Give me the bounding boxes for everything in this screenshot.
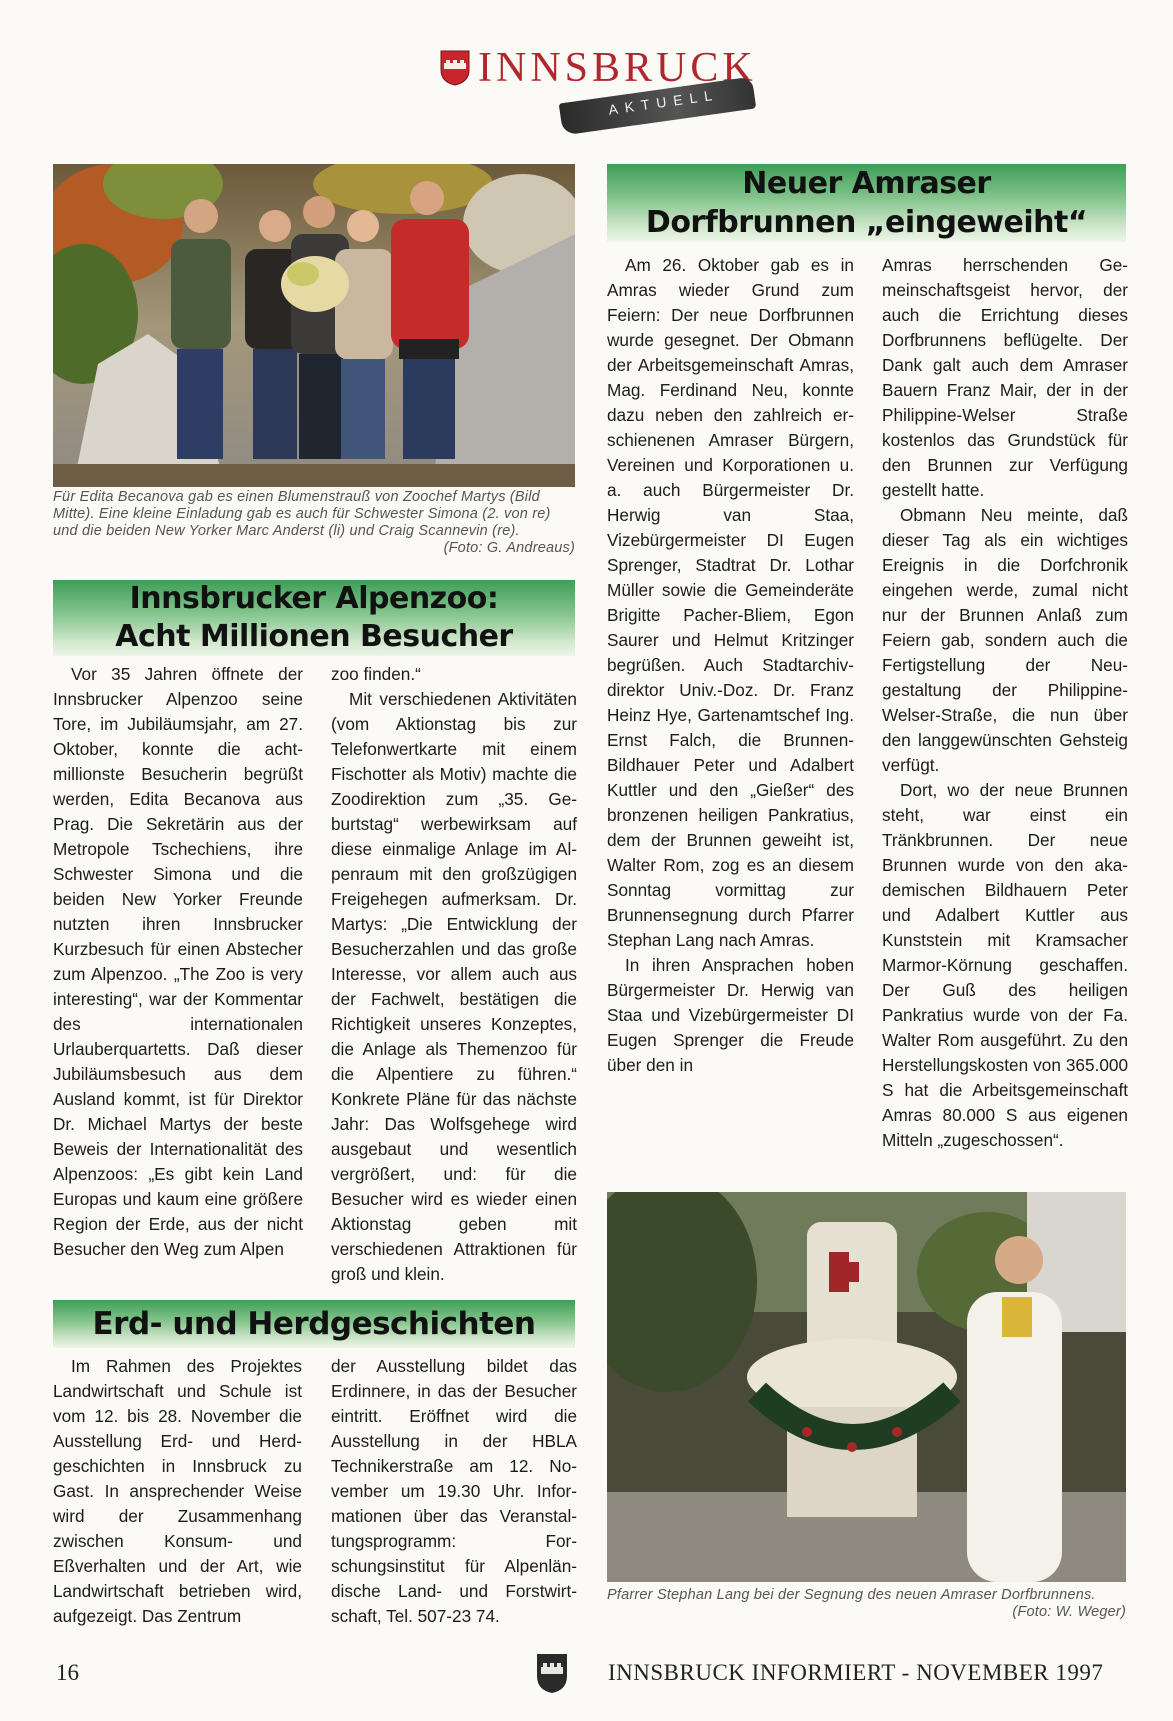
fountain-photo-credit: (Foto: W. Weger): [1012, 1604, 1126, 1620]
erd-headline: Erd- und Herdgeschichten: [92, 1306, 536, 1342]
erd-article-paragraph: der Ausstellung bildet das Erdinnere, in das der Besucher eintritt. Eröffnet wird die Ausstellung in der HBLA Technikerstraße am 12. November um 19.30 Uhr. Informationen über das Veranstaltungsprogramm: Forschungsinstitut für Alpenländische Land- und Forstwirtschaft, Tel. 507-23 74.: [331, 1356, 577, 1626]
brunnen-headline-line1: Neuer Amraser: [742, 166, 991, 201]
brunnen-article-paragraph: Dort, wo der neue Brunnen steht, war einst ein Tränkbrunnen. Der neue Brunnen wurde von den akademischen Bildhauern Peter und Adalbert Kuttler aus Kunststein mit Kramsacher Marmor-Körnung geschaffen. Der Guß des heiligen Pankratius wurde von der Fa. Walter Rom ausgeführt. Zu den Herstellungskosten von 365.000 S hat die Arbeitsgemeinschaft Amras 80.000 S aus eigenen Mitteln „zugeschossen“.: [882, 780, 1128, 1150]
zoo-photo-caption: [53, 489, 575, 557]
fountain-photo-caption: [607, 1587, 1126, 1621]
masthead-title: INNSBRUCK: [478, 45, 757, 91]
zoo-article-paragraph: Mit verschiedenen Aktivitäten (vom Aktionstag bis zur Telefonwertkarte mit einem Fischotter als Motiv) machte die Zoodirektion zum „35. Geburtstag“ werbewirksam auf diese einmalige Anlage im Alpenraum mit den großzügigen Freigehegen aufmerksam. Dr. Martys: „Die Entwicklung der Besucherzahlen und das große Interesse, vor allem auch aus der Fachwelt, bestätigen die Richtigkeit unseres Konzeptes, die Anlage als Themenzoo für die Alpentiere zu führen.“ Konkrete Pläne für das nächste Jahr: Das Wolfsgehege wird ausgebaut und wesentlich vergrößert, und: für die Besucher wird es wieder einen Aktionstag geben mit verschiedenen Attraktionen für groß und klein.: [331, 689, 577, 1284]
zoo-visitors-photo: [53, 164, 575, 487]
erd-article-paragraph: Im Rahmen des Projektes Landwirtschaft und Schule ist vom 12. bis 28. November die Ausstellung Erd- und Herdgeschichten in Innsbruck zu Gast. In ansprechender Weise wird der Zusammenhang zwischen Konsum- und Eßverhalten und der Art, wie Landwirtschaft betrieben wird, aufgezeigt. Das Zentrum: [53, 1356, 302, 1626]
zoo-photo-caption-text: Für Edita Becanova gab es einen Blumenstrauß von Zoochef Martys (Bild Mitte). Eine kleine Einladung gab es auch für Schwester Simona (2. von re) und die beiden New Yorker Marc Anderst (li) und Craig Scannevin (re).: [53, 489, 551, 539]
brunnen-article-paragraph: Obmann Neu meinte, daß dieser Tag als ein wichtiges Ereignis in die Dorfchronik eingehen werde, zumal nicht nur der Brunnen Anlaß zum Feiern gab, sondern auch die Fertigstellung der Neugestaltung der Philippine-Welser-Straße, die nun über den langgewünschten Gehsteig verfügt.: [882, 505, 1128, 775]
brunnen-headline-line2: Dorfbrunnen „eingeweiht“: [645, 205, 1088, 240]
erd-headline-banner: [53, 1300, 575, 1348]
page-number: 16: [56, 1660, 79, 1685]
brunnen-article-column-2: [882, 253, 1128, 1153]
masthead: [440, 42, 760, 132]
zoo-article-column-1: [53, 662, 303, 1262]
zoo-headline-line2: Acht Millionen Besucher: [115, 619, 513, 654]
zoo-article-paragraph: zoo finden.“: [331, 664, 421, 684]
brunnen-article-paragraph: In ihren Ansprachen hoben Bürgermeister Dr. Herwig van Staa und Vizebürgermeister DI Eugen Sprenger die Freude über den in: [607, 955, 854, 1075]
innsbruck-coat-of-arms-icon: [440, 50, 470, 86]
zoo-headline-banner: [53, 580, 575, 656]
fountain-photo-caption-text: Pfarrer Stephan Lang bei der Segnung des neuen Amraser Dorfbrunnens.: [607, 1587, 1096, 1603]
zoo-photo-credit: (Foto: G. Andreaus): [443, 540, 575, 556]
zoo-article-paragraph: Vor 35 Jahren öffnete der Innsbrucker Alpenzoo seine Tore, im Jubiläumsjahr, am 27. Oktober, konnte die achtmillionste Besucherin begrüßt werden, Edita Becanova aus Prag. Die Sekretärin aus der Metropole Tschechiens, ihre Schwester Simona und die beiden New Yorker Freunde nutzten ihren Innsbrucker Kurzbesuch für einen Abstecher zum Alpenzoo. „The Zoo is very interesting“, war der Kommentar des internationalen Urlauberquartetts. Daß dieser Jubiläumsbesuch aus dem Ausland kommt, ist für Direktor Dr. Michael Martys der beste Beweis der Internationalität des Alpenzoos: „Es gibt kein Land Europas und kaum eine größere Region der Erde, aus der nicht Besucher den Weg zum Alpen: [53, 664, 303, 1259]
brunnen-article-column-1: [607, 253, 854, 1078]
masthead-subtitle: AKTUELL: [607, 86, 720, 118]
city-emblem-icon: [535, 1652, 569, 1694]
zoo-headline-line1: Innsbrucker Alpenzoo:: [129, 581, 499, 616]
brunnen-article-paragraph: Amras herrschenden Gemeinschaftsgeist hervor, der auch die Errichtung dieses Dorfbrunnens beflügelte. Der Dank galt auch dem Amraser Bauern Franz Mair, der in der Philippine-Welser Straße kostenlos das Grundstück für den Brunnen zur Verfügung gestellt hatte.: [882, 255, 1128, 500]
brunnen-headline-banner: [607, 164, 1126, 242]
footer-publication-title: INNSBRUCK INFORMIERT - NOVEMBER 1997: [608, 1660, 1104, 1685]
brunnen-article-paragraph: Am 26. Oktober gab es in Amras wieder Grund zum Feiern: Der neue Dorfbrunnen wurde gesegnet. Der Obmann der Arbeitsgemeinschaft Amras, Mag. Ferdinand Neu, konnte dazu neben den zahlreich erschienenen Amraser Bürgern, Vereinen und Korporationen u. a. auch Bürgermeister Dr. Herwig van Staa, Vizebürgermeister DI Eugen Sprenger, Stadtrat Dr. Lothar Müller sowie die Gemeinderäte Brigitte Pacher-Bliem, Egon Saurer und Helmut Kritzinger begrüßen. Auch Stadtarchivdirektor Univ.-Doz. Dr. Franz Heinz Hye, Gartenamtschef Ing. Ernst Falch, die Brunnen-Bildhauer Peter und Adalbert Kuttler und den „Gießer“ des bronzenen heiligen Pankratius, dem der Brunnen geweiht ist, Walter Rom, zog es an diesem Sonntag vormittag zur Brunnensegnung durch Pfarrer Stephan Lang nach Amras.: [607, 255, 854, 950]
fountain-blessing-photo: [607, 1192, 1126, 1582]
zoo-article-column-2: [331, 662, 577, 1287]
erd-article-column-1: [53, 1354, 302, 1629]
erd-article-column-2: [331, 1354, 577, 1629]
